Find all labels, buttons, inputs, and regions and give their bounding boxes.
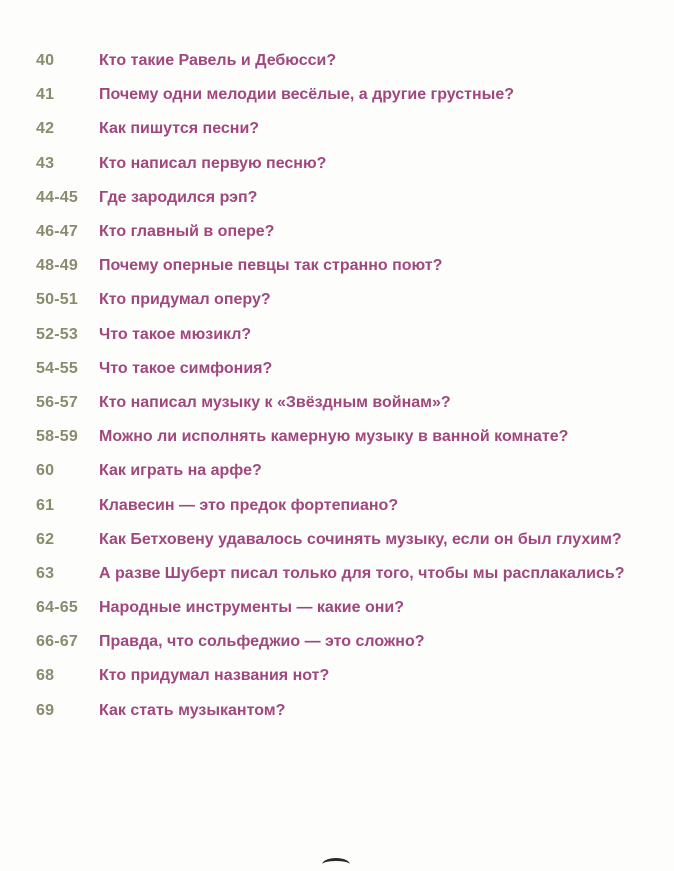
toc-row (0, 283, 674, 317)
entry-title: Кто такие Равель и Дебюсси? (99, 52, 337, 70)
entry-title: Народные инструменты — какие они? (99, 599, 405, 617)
page-number: 63 (36, 564, 55, 582)
page-number: 43 (36, 154, 55, 172)
entry-title: Как пишутся песни? (99, 120, 260, 138)
entry-title: А разве Шуберт писал только для того, чтобы мы расплакались? (99, 564, 625, 582)
page-number: 69 (36, 701, 55, 719)
entry-title: Почему оперные певцы так странно поют? (99, 257, 443, 275)
entry-title: Правда, что сольфеджио — это сложно? (99, 633, 425, 651)
entry-title: Как играть на арфе? (99, 462, 262, 480)
page-number: 41 (36, 86, 55, 104)
page-number: 60 (36, 462, 55, 480)
entry-title: Можно ли исполнять камерную музыку в ванной комнате? (99, 428, 569, 446)
toc-row (0, 147, 674, 181)
toc-row (0, 44, 674, 78)
toc-row (0, 318, 674, 352)
toc-row (0, 694, 674, 728)
toc-row (0, 523, 674, 557)
toc-row (0, 386, 674, 420)
toc-row (0, 215, 674, 249)
toc-row (0, 488, 674, 522)
toc-row (0, 112, 674, 146)
entry-title: Клавесин — это предок фортепиано? (99, 496, 399, 514)
toc-row (0, 659, 674, 693)
entry-title: Что такое симфония? (99, 359, 273, 377)
toc-row (0, 557, 674, 591)
entry-title: Почему одни мелодии весёлые, а другие грустные? (99, 86, 514, 104)
entry-title: Что такое мюзикл? (99, 325, 252, 343)
page-edge-mark (322, 858, 350, 871)
toc-row (0, 352, 674, 386)
toc-row (0, 454, 674, 488)
page-number: 62 (36, 530, 55, 548)
toc-row (0, 249, 674, 283)
toc-row (0, 591, 674, 625)
page-number: 48-49 (36, 257, 78, 275)
page-number: 64-65 (36, 599, 78, 617)
entry-title: Где зародился рэп? (99, 188, 258, 206)
page-number: 54-55 (36, 359, 78, 377)
entry-title: Как Бетховену удавалось сочинять музыку, если он был глухим? (99, 530, 622, 548)
page-number: 42 (36, 120, 55, 138)
page-number: 50-51 (36, 291, 78, 309)
page-number: 52-53 (36, 325, 78, 343)
page-number: 56-57 (36, 393, 78, 411)
page-number: 68 (36, 667, 55, 685)
page-number: 66-67 (36, 633, 78, 651)
page-number: 44-45 (36, 188, 78, 206)
toc-row (0, 78, 674, 112)
entry-title: Кто написал первую песню? (99, 154, 327, 172)
toc-row (0, 181, 674, 215)
page-number: 61 (36, 496, 55, 514)
toc-row (0, 625, 674, 659)
page-number: 58-59 (36, 428, 78, 446)
entry-title: Кто главный в опере? (99, 223, 275, 241)
page-number: 46-47 (36, 223, 78, 241)
entry-title: Кто написал музыку к «Звёздным войнам»? (99, 393, 451, 411)
page-number: 40 (36, 52, 55, 70)
entry-title: Кто придумал оперу? (99, 291, 271, 309)
table-of-contents (0, 44, 674, 728)
toc-row (0, 420, 674, 454)
entry-title: Кто придумал названия нот? (99, 667, 330, 685)
entry-title: Как стать музыкантом? (99, 701, 286, 719)
